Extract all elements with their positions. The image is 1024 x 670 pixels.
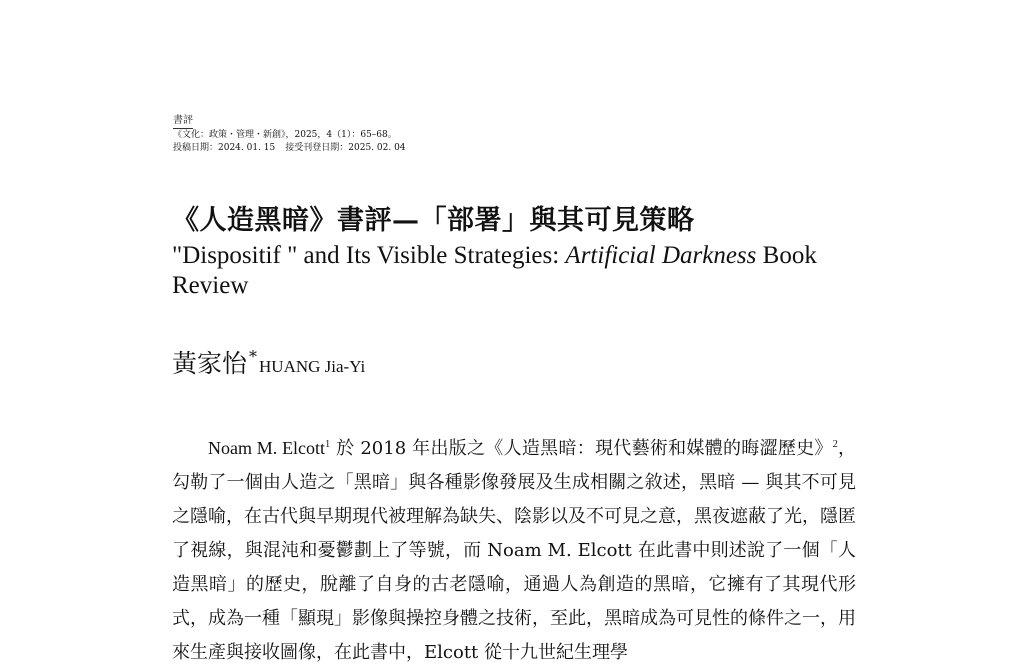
journal-citation: 《文化：政策・管理・新創》，2025，4（1）：65–68。: [173, 130, 397, 140]
accepted-date: 接受刊登日期：2025. 02. 04: [285, 143, 406, 153]
author-name-english: HUANG Jia-Yi: [259, 357, 366, 376]
title-english-suffix: Book Review: [172, 242, 817, 299]
title-english-prefix: "Dispositif " and Its Visible Strategies:: [172, 242, 566, 269]
body-paragraph: [172, 428, 856, 670]
article-title: [172, 202, 872, 301]
submitted-date: 投稿日期：2024. 01. 15: [173, 143, 276, 153]
body-text-segment: 於 2018 年出版之《人造黑暗：現代藝術和媒體的晦澀歷史》: [330, 438, 833, 459]
body-text-segment: ，勾勒了一個由人造之「黑暗」與各種影像發展及生成相關之敘述，黑暗 — 與其不可見之隱喻，在古代與早期現代被理解為缺失、陰影以及不可見之意，黑夜遮蔽了光，隱匿了視線，與混沌和憂鬱劃上了等號，而 Noam M. Elcott 在此書中則述說了一個「人造黑暗」的歷史，脫離了自身的古老隱喻，通過人為創造的黑暗，它擁有了其現代形式，成為一種「顯現」影像與操控身體之技術，至此，黑暗成為可見性的條件之一，用來生產與接收圖像，在此書中，Elcott 從十九世紀生理學: [172, 438, 857, 663]
article-header: [173, 113, 773, 155]
author-line: [172, 344, 365, 380]
title-chinese: 《人造黑暗》書評—「部署」與其可見策略: [172, 205, 695, 236]
footnote-ref-2[interactable]: 2: [832, 439, 838, 450]
author-reference: Noam M. Elcott: [208, 438, 326, 458]
section-label: 書評: [173, 114, 193, 129]
author-name-chinese: 黃家怡: [172, 349, 248, 378]
footnote-ref-1[interactable]: 1: [325, 439, 331, 450]
title-english: [172, 241, 862, 301]
article-body: [172, 428, 856, 670]
title-english-italic: Artificial Darkness: [565, 242, 757, 269]
article-dates: [173, 142, 773, 155]
author-footnote-marker: *: [249, 346, 258, 366]
